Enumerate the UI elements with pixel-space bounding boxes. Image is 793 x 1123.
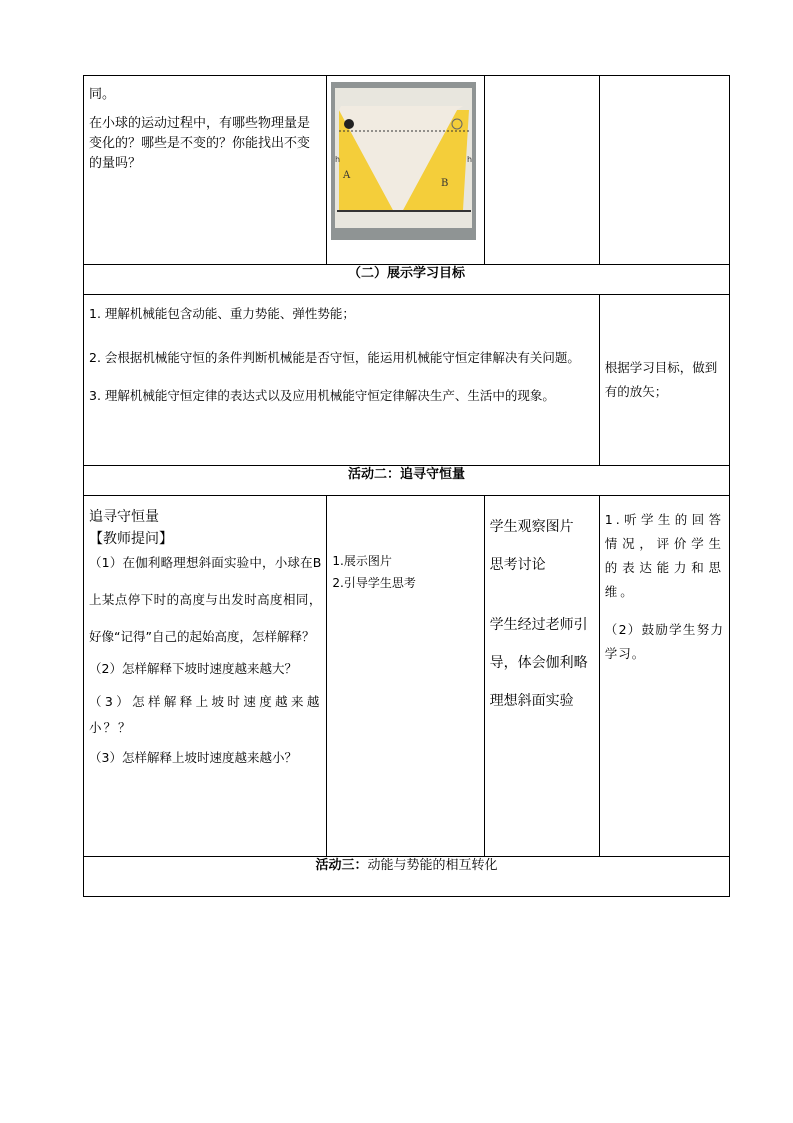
intent-1: 1.听学生的回答情况，评价学生的表达能力和思维。	[604, 512, 724, 599]
cell-question	[84, 76, 327, 265]
section2-title: （二）展示学习目标	[84, 265, 730, 295]
student-3: 学生经过老师引导，体会伽利略理想斜面实验	[489, 617, 588, 709]
question-4: （3）怎样解释上坡时速度越来越小？	[89, 750, 297, 765]
student-1: 学生观察图片	[489, 519, 574, 535]
student-2: 思考讨论	[489, 557, 546, 573]
question-3: （3）怎样解释上坡时速度越来越小？？	[89, 694, 322, 735]
row-activity2	[84, 496, 730, 857]
question-text: 在小球的运动过程中，有哪些物理量是变化的？哪些是不变的？你能找出不变的量吗？	[89, 116, 311, 171]
row-section2-title	[84, 265, 730, 295]
row-goals	[84, 295, 730, 466]
goal-2: 2. 会根据机械能守恒的条件判断机械能是否守恒，能运用机械能守恒定律解决有关问题。	[89, 350, 580, 365]
label-b: B	[441, 178, 449, 189]
cell-empty-4	[599, 76, 729, 265]
incline-diagram	[331, 82, 476, 240]
incline-experiment-image	[331, 82, 476, 240]
cell-student-actions	[484, 496, 599, 857]
activity2-heading: 追寻守恒量	[89, 509, 159, 525]
intent-2: （2）鼓励学生努力学习。	[604, 622, 724, 661]
row-experiment	[84, 76, 730, 265]
cell-intent	[599, 496, 729, 857]
cell-goals	[84, 295, 600, 466]
activity2-title: 活动二：追寻守恒量	[84, 466, 730, 496]
row-activity3-title	[84, 857, 730, 897]
cell-teacher-actions	[327, 496, 484, 857]
question-2: （2）怎样解释下坡时速度越来越大？	[89, 661, 297, 676]
activity3-title-bold: 活动三：	[315, 858, 368, 873]
label-a: A	[343, 170, 351, 181]
activity3-title-plain: 动能与势能的相互转化	[367, 858, 498, 873]
activity3-title	[84, 857, 730, 897]
goals-intent: 根据学习目标，做到有的放矢；	[604, 360, 718, 399]
cell-figure	[327, 76, 484, 265]
row-activity2-title	[84, 466, 730, 496]
action-2: 2.引导学生思考	[332, 576, 416, 590]
question-1: （1）在伽利略理想斜面实验中，小球在B上某点停下时的高度与出发时高度相同，好像“记得”自己的起始高度，怎样解释？	[89, 555, 322, 644]
lesson-plan-table	[83, 75, 730, 897]
label-h-left: h	[335, 155, 341, 164]
label-h-right: h	[467, 155, 473, 164]
cell-goals-intent	[599, 295, 729, 466]
goal-3: 3. 理解机械能守恒定律的表达式以及应用机械能守恒定律解决生产、生活中的现象。	[89, 388, 555, 403]
action-1: 1.展示图片	[332, 554, 392, 568]
ball-icon	[344, 119, 354, 129]
cell-teacher-questions	[84, 496, 327, 857]
cell-empty-3	[484, 76, 599, 265]
activity2-sub: 【教师提问】	[89, 531, 173, 547]
text-continuation: 同。	[89, 87, 116, 102]
goal-1: 1. 理解机械能包含动能、重力势能、弹性势能；	[89, 306, 355, 321]
